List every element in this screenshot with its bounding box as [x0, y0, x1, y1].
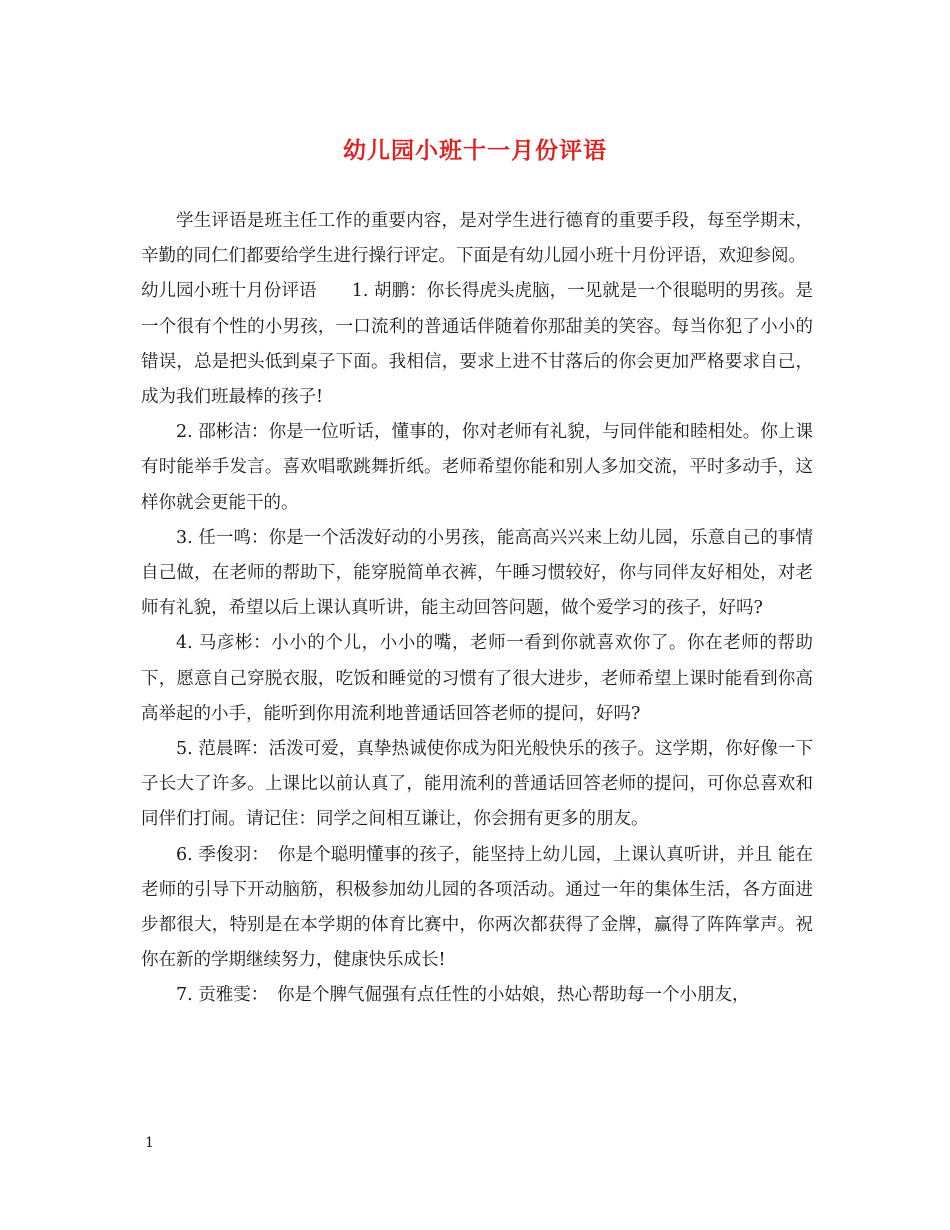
- paragraph-intro: 学生评语是班主任工作的重要内容，是对学生进行德育的重要手段，每至学期末，辛勤的同仁们都要给学生进行操行评定。下面是有幼儿园小班十月份评语，欢迎参阅。: [141, 211, 813, 267]
- paragraph-item-3: 3. 任一鸣：你是一个活泼好动的小男孩，能高高兴兴来上幼儿园，乐意自己的事情自己做，在老师的帮助下，能穿脱简单衣裤，午睡习惯较好，你与同伴友好相处，对老师有礼貌，希望以后上课认真听讲，能主动回答问题，做个爱学习的孩子，好吗?: [141, 527, 813, 619]
- paragraph-item-1: 幼儿园小班十月份评语 1. 胡鹏：你长得虎头虎脑，一见就是一个很聪明的男孩。是一个很有个性的小男孩，一口流利的普通话伴随着你那甜美的笑容。每当你犯了小小的错误，总是把头低到桌子下面。我相信，要求上进不甘落后的你会更加严格要求自己，成为我们班最棒的孩子!: [141, 281, 813, 408]
- document-body: [141, 204, 813, 1014]
- paragraph-item-7: 7. 贡雅雯： 你是个脾气倔强有点任性的小姑娘，热心帮助每一个小朋友，: [176, 985, 750, 1006]
- document-title: 幼儿园小班十一月份评语: [343, 138, 607, 164]
- paragraph-item-5: 5. 范晨晖：活泼可爱，真挚热诚使你成为阳光般快乐的孩子。这学期，你好像一下子长大了许多。上课比以前认真了，能用流利的普通话回答老师的提问，可你总喜欢和同伴们打闹。请记住：同学之间相互谦让，你会拥有更多的朋友。: [141, 739, 813, 830]
- paragraph-item-6: 6. 季俊羽： 你是个聪明懂事的孩子，能坚持上幼儿园，上课认真听讲，并且 能在 老师的引导下开动脑筋，积极参加幼儿园的各项活动。通过一年的集体生活，各方面进步都很大，特别是在本学期的体育比赛中，你两次都获得了金牌，赢得了阵阵掌声。祝你在新的学期继续努力，健康快乐成长!: [141, 844, 813, 971]
- paragraph-item-2: 2. 邵彬洁：你是一位听话，懂事的，你对老师有礼貌，与同伴能和睦相处。你上课有时能举手发言。喜欢唱歌跳舞折纸。老师希望你能和别人多加交流，平时多动手，这样你就会更能干的。: [141, 422, 813, 513]
- page-number: 1: [145, 1135, 154, 1151]
- paragraph-item-4: 4. 马彦彬：小小的个儿，小小的嘴，老师一看到你就喜欢你了。你在老师的帮助下，愿意自己穿脱衣服，吃饭和睡觉的习惯有了很大进步，老师希望上课时能看到你高高举起的小手，能听到你用流利地普通话回答老师的提问，好吗?: [141, 633, 813, 724]
